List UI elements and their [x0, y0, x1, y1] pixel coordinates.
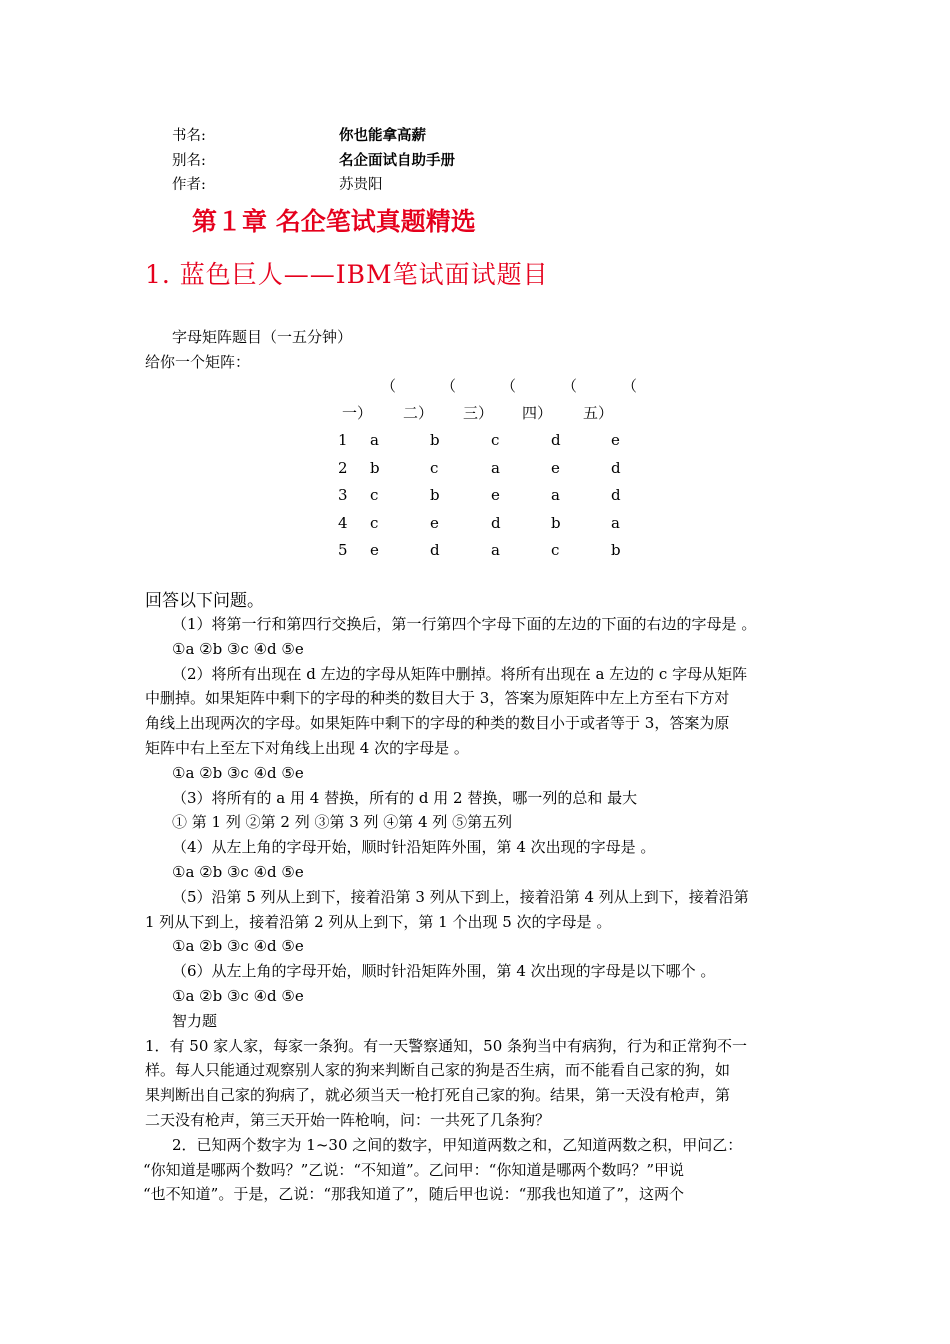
matrix-header-open: （ [441, 377, 457, 395]
matrix-cell: b [430, 431, 440, 449]
matrix-cell: d [611, 486, 621, 504]
matrix-cell: c [430, 458, 439, 477]
matrix-cell: d [551, 431, 561, 449]
body-line: 矩阵中右上至左下对角线上出现 4 次的字母是 。 [145, 739, 469, 757]
meta-key: 书名: [172, 128, 206, 144]
matrix-header-label: 一） [342, 404, 373, 422]
matrix-row-number: 3 [338, 486, 348, 504]
body-line: 2．已知两个数字为 1~30 之间的数字，甲知道两数之和，乙知道两数之积，甲问乙： [172, 1135, 743, 1154]
body-line: ①a ②b ③c ④d ⑤e [172, 987, 304, 1005]
matrix-row-number: 2 [338, 458, 348, 477]
body-line: 二天没有枪声，第三天开始一阵枪响，问：一共死了几条狗？ [145, 1111, 551, 1129]
matrix-cell: c [370, 513, 379, 532]
matrix-row-number: 5 [338, 541, 348, 559]
body-line: 1 列从下到上，接着沿第 2 列从上到下，第 1 个出现 5 次的字母是 。 [145, 912, 612, 931]
meta-key: 作者: [172, 177, 206, 193]
matrix-cell: c [370, 486, 379, 504]
matrix-header-label: 四） [522, 404, 553, 422]
body-line: （4）从左上角的字母开始，顺时针沿矩阵外围，第 4 次出现的字母是 。 [172, 838, 656, 857]
matrix-cell: b [370, 458, 380, 477]
body-line: （2）将所有出现在 d 左边的字母从矩阵中删掉。将所有出现在 a 左边的 c 字母从矩阵 [172, 664, 748, 683]
body-line: 1．有 50 家人家，每家一条狗。有一天警察通知，50 条狗当中有病狗，行为和正常狗不一 [145, 1036, 748, 1055]
body-line: ① 第 1 列 ②第 2 列 ③第 3 列 ④第 4 列 ⑤第五列 [172, 813, 513, 832]
matrix-cell: e [430, 513, 439, 532]
matrix-cell: a [491, 458, 500, 477]
body-line: （1）将第一行和第四行交换后，第一行第四个字母下面的左边的下面的右边的字母是 。 [172, 615, 757, 633]
matrix-cell: d [430, 541, 440, 559]
matrix-cell: a [611, 513, 620, 532]
meta-value: 名企面试自助手册 [339, 152, 455, 169]
body-line: 果判断出自己家的狗病了，就必须当天一枪打死自己家的狗。结果，第一天没有枪声，第 [145, 1086, 731, 1105]
matrix-cell: a [370, 431, 379, 449]
body-line: ①a ②b ③c ④d ⑤e [172, 639, 304, 658]
body-line: ①a ②b ③c ④d ⑤e [172, 937, 304, 956]
body-line: 样。每人只能通过观察别人家的狗来判断自己家的狗是否生病，而不能看自己家的狗，如 [145, 1061, 731, 1080]
matrix-header-label: 三） [463, 404, 494, 422]
body-line: （5）沿第 5 列从上到下，接着沿第 3 列从下到上，接着沿第 4 列从上到下，接着沿第 [172, 887, 749, 906]
matrix-cell: e [611, 431, 620, 449]
answer-heading: 回答以下问题。 [145, 591, 264, 611]
matrix-cell: b [611, 541, 621, 559]
matrix-header-open: （ [501, 377, 517, 395]
matrix-cell: c [551, 541, 560, 559]
matrix-row-number: 1 [338, 431, 348, 449]
matrix-cell: e [491, 486, 500, 504]
body-line: （6）从左上角的字母开始，顺时针沿矩阵外围，第 4 次出现的字母是以下哪个 。 [172, 962, 716, 981]
matrix-cell: d [491, 513, 501, 532]
body-line: 中删掉。如果矩阵中剩下的字母的种类的数目大于 3，答案为原矩阵中左上方至右下方对 [145, 689, 730, 708]
intro-prompt: 给你一个矩阵： [145, 353, 251, 371]
matrix-header-label: 五） [583, 404, 614, 422]
meta-value: 你也能拿高薪 [339, 127, 426, 144]
section-title: 1. 蓝色巨人——IBM笔试面试题目 [145, 260, 549, 289]
body-line: ①a ②b ③c ④d ⑤e [172, 763, 304, 782]
matrix-row-number: 4 [338, 513, 348, 532]
body-line: “也不知道”。于是，乙说：“那我知道了”，随后甲也说：“那我也知道了”，这两个 [143, 1185, 685, 1204]
body-line: （3）将所有的 a 用 4 替换，所有的 d 用 2 替换，哪一列的总和 最大 [172, 788, 638, 807]
intro-heading: 字母矩阵题目（一五分钟） [172, 328, 353, 346]
matrix-header-open: （ [562, 377, 578, 395]
matrix-cell: c [491, 431, 500, 449]
matrix-cell: d [611, 458, 621, 477]
matrix-header-label: 二） [403, 404, 434, 422]
body-line: ①a ②b ③c ④d ⑤e [172, 863, 304, 881]
matrix-cell: b [430, 486, 440, 504]
body-line: 角线上出现两次的字母。如果矩阵中剩下的字母的种类的数目小于或者等于 3，答案为原 [145, 714, 730, 733]
matrix-cell: e [551, 458, 560, 477]
matrix-cell: a [551, 486, 560, 504]
meta-key: 别名: [172, 153, 206, 169]
matrix-cell: b [551, 513, 561, 532]
body-line: 智力题 [172, 1011, 218, 1030]
body-line: “你知道是哪两个数吗？”乙说：“不知道”。乙问甲：“你知道是哪两个数吗？”甲说 [143, 1160, 685, 1179]
meta-value: 苏贵阳 [339, 177, 383, 193]
matrix-header-open: （ [381, 377, 397, 395]
matrix-header-open: （ [622, 377, 638, 395]
chapter-title: 第１章 名企笔试真题精选 [192, 207, 476, 236]
matrix-cell: a [491, 541, 500, 559]
matrix-cell: e [370, 541, 379, 559]
